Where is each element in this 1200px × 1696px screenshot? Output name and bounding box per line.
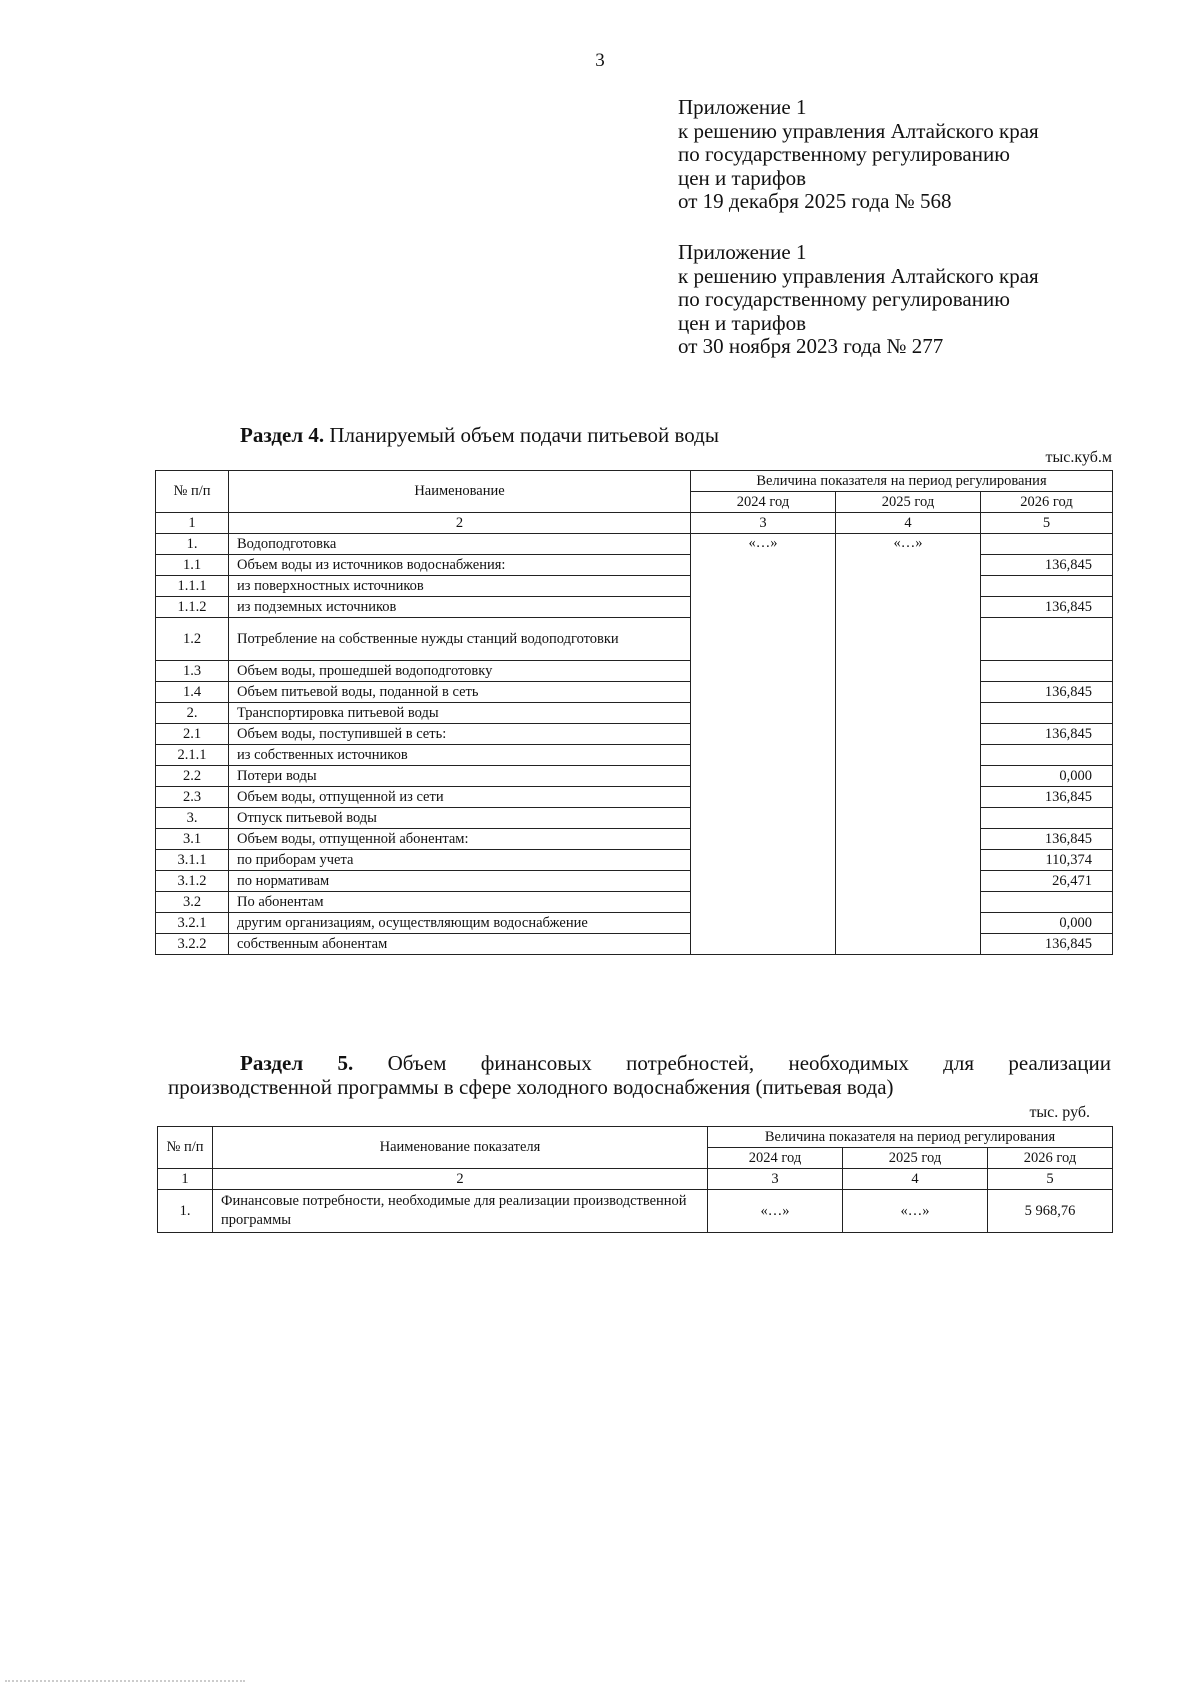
row-num: 2.1: [156, 724, 229, 745]
row-value-2026: 136,845: [981, 724, 1113, 745]
header-num: № п/п: [158, 1127, 213, 1169]
appendix-line: к решению управления Алтайского края: [678, 118, 1039, 143]
row-value-2024: «…»: [708, 1190, 843, 1233]
col-number: 4: [843, 1169, 988, 1190]
water-volume-table: [155, 470, 1113, 955]
row-name: Отпуск питьевой воды: [229, 808, 691, 829]
section4-heading: [240, 423, 719, 448]
header-year-2024: 2024 год: [691, 492, 836, 513]
row-num: 2.: [156, 703, 229, 724]
col-number: 1: [158, 1169, 213, 1190]
appendix-line: по государственному регулированию: [678, 287, 1010, 311]
row-value-2026: 5 968,76: [988, 1190, 1113, 1233]
row-name: Объем воды, прошедшей водоподготовку: [229, 661, 691, 682]
row-num: 1.4: [156, 682, 229, 703]
col-number: 3: [691, 513, 836, 534]
row-value-2026: 136,845: [981, 829, 1113, 850]
row-value-2026: 136,845: [981, 787, 1113, 808]
row-num: 1.1.2: [156, 597, 229, 618]
row-value-2026: 136,845: [981, 682, 1113, 703]
value-2025-placeholder: «…»: [836, 534, 981, 955]
row-name: по нормативам: [229, 871, 691, 892]
appendix-line: по государственному регулированию: [678, 142, 1010, 166]
section5-title-line1: Объем финансовых потребностей, необходимых для реализации: [387, 1051, 1111, 1075]
row-num: 1.: [156, 534, 229, 555]
row-num: 1.2: [156, 618, 229, 661]
appendix-line: цен и тарифов: [678, 310, 807, 335]
row-name: другим организациям, осуществляющим водоснабжение: [229, 913, 691, 934]
scan-artifact: [5, 1678, 245, 1682]
col-number: 5: [981, 513, 1113, 534]
row-value-2026: [981, 534, 1113, 555]
section5-number: Раздел 5.: [240, 1051, 354, 1075]
row-name: Объем воды, отпущенной из сети: [229, 787, 691, 808]
row-name: из собственных источников: [229, 745, 691, 766]
header-year-2026: 2026 год: [988, 1148, 1113, 1169]
header-period: Величина показателя на период регулирования: [708, 1127, 1113, 1148]
section5-unit: тыс. руб.: [1029, 1104, 1090, 1121]
row-num: 2.2: [156, 766, 229, 787]
col-number: 1: [156, 513, 229, 534]
header-year-2024: 2024 год: [708, 1148, 843, 1169]
row-num: 2.1.1: [156, 745, 229, 766]
row-value-2026: 136,845: [981, 934, 1113, 955]
col-number: 4: [836, 513, 981, 534]
row-name: из подземных источников: [229, 597, 691, 618]
row-name: собственным абонентам: [229, 934, 691, 955]
row-num: 3.2.1: [156, 913, 229, 934]
row-value-2026: [981, 745, 1113, 766]
row-name: Финансовые потребности, необходимые для реализации производственной программы: [213, 1190, 708, 1233]
row-value-2025: «…»: [843, 1190, 988, 1233]
row-name: Объем воды, отпущенной абонентам:: [229, 829, 691, 850]
row-value-2026: [981, 892, 1113, 913]
table-row: [158, 1190, 1113, 1233]
header-name: Наименование показателя: [213, 1127, 708, 1169]
financial-needs-table: [157, 1126, 1113, 1233]
table-row: [156, 534, 1113, 555]
row-value-2026: [981, 808, 1113, 829]
appendix-line: от 30 ноября 2023 года № 277: [678, 334, 944, 358]
row-num: 3.: [156, 808, 229, 829]
section5-title-line2: производственной программы в сфере холодного водоснабжения (питьевая вода): [168, 1075, 894, 1099]
appendix-line: к решению управления Алтайского края: [678, 263, 1039, 288]
row-num: 1.3: [156, 661, 229, 682]
row-value-2026: [981, 661, 1113, 682]
row-value-2026: [981, 618, 1113, 661]
row-name: Объем питьевой воды, поданной в сеть: [229, 682, 691, 703]
row-value-2026: 0,000: [981, 913, 1113, 934]
row-num: 3.2.2: [156, 934, 229, 955]
row-name: Транспортировка питьевой воды: [229, 703, 691, 724]
row-value-2026: 26,471: [981, 871, 1113, 892]
header-year-2025: 2025 год: [843, 1148, 988, 1169]
appendix-line: Приложение 1: [678, 240, 807, 264]
header-num: № п/п: [156, 471, 229, 513]
appendix-line: Приложение 1: [678, 95, 807, 119]
row-num: 3.2: [156, 892, 229, 913]
row-value-2026: [981, 576, 1113, 597]
col-number: 2: [213, 1169, 708, 1190]
appendix-line: цен и тарифов: [678, 165, 807, 190]
row-num: 3.1.1: [156, 850, 229, 871]
row-num: 2.3: [156, 787, 229, 808]
appendix-current-reference: [678, 96, 1039, 214]
row-num: 1.1.1: [156, 576, 229, 597]
row-value-2026: 110,374: [981, 850, 1113, 871]
row-value-2026: 136,845: [981, 555, 1113, 576]
col-number: 5: [988, 1169, 1113, 1190]
header-name: Наименование: [229, 471, 691, 513]
row-name: По абонентам: [229, 892, 691, 913]
header-year-2026: 2026 год: [981, 492, 1113, 513]
row-num: 1.: [158, 1190, 213, 1233]
appendix-line: от 19 декабря 2025 года № 568: [678, 189, 952, 213]
row-value-2026: 136,845: [981, 597, 1113, 618]
row-name: Потери воды: [229, 766, 691, 787]
row-num: 3.1: [156, 829, 229, 850]
row-value-2026: 0,000: [981, 766, 1113, 787]
col-number: 2: [229, 513, 691, 534]
section5-heading: [168, 1051, 1111, 1099]
col-number: 3: [708, 1169, 843, 1190]
page-number: 3: [595, 50, 605, 71]
row-name: Водоподготовка: [229, 534, 691, 555]
header-year-2025: 2025 год: [836, 492, 981, 513]
section4-unit: тыс.куб.м: [1045, 449, 1112, 466]
appendix-original-reference: [678, 241, 1039, 359]
row-name: Объем воды, поступившей в сеть:: [229, 724, 691, 745]
row-num: 1.1: [156, 555, 229, 576]
row-value-2026: [981, 703, 1113, 724]
row-name: Объем воды из источников водоснабжения:: [229, 555, 691, 576]
row-name: Потребление на собственные нужды станций водоподготовки: [229, 618, 691, 661]
row-name: из поверхностных источников: [229, 576, 691, 597]
row-num: 3.1.2: [156, 871, 229, 892]
section4-title: Планируемый объем подачи питьевой воды: [329, 423, 719, 447]
section4-number: Раздел 4.: [240, 423, 325, 447]
row-name: по приборам учета: [229, 850, 691, 871]
header-period: Величина показателя на период регулирования: [691, 471, 1113, 492]
value-2024-placeholder: «…»: [691, 534, 836, 955]
